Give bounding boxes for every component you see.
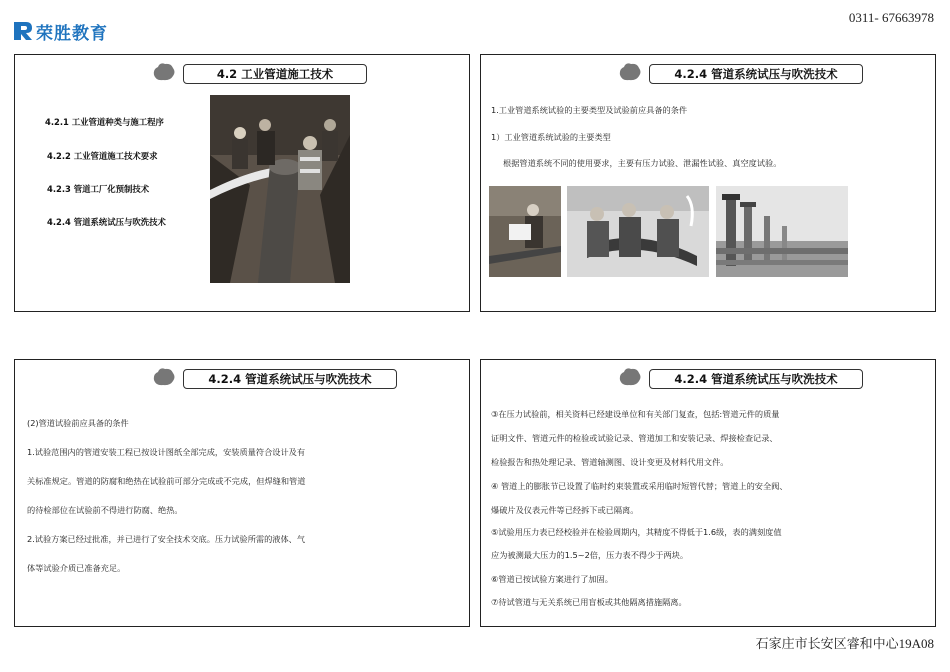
panel2-line-3: 根据管道系统不同的使用要求，主要有压力试验、泄漏性试验、真空度试验。	[503, 158, 782, 168]
toc-item-424: 4.2.4 管道系统试压与吹洗技术	[47, 217, 166, 227]
panel2-title: 4.2.4 管道系统试压与吹洗技术	[649, 64, 863, 84]
toc-item-421: 4.2.1 工业管道种类与施工程序	[45, 117, 164, 127]
slide-panel-1	[14, 54, 470, 312]
map-blob-icon	[617, 61, 643, 83]
toc-item-422: 4.2.2 工业管道施工技术要求	[47, 151, 158, 161]
pipeline-trench-photo	[210, 95, 350, 283]
panel4-line-1: ③在压力试验前，相关资料已经建设单位和有关部门复查，包括:管道元件的质量	[491, 409, 780, 419]
panel4-line-4: ④ 管道上的膨胀节已设置了临时约束装置或采用临时短管代替；管道上的安全阀、	[491, 481, 788, 491]
pressure-test-photo-1	[489, 186, 561, 277]
brand-logo	[12, 20, 108, 42]
panel4-line-2: 证明文件、管道元件的检验或试验记录、管道加工和安装记录、焊接检查记录、	[491, 433, 778, 443]
panel3-line-3: 关标准规定。管道的防腐和绝热在试验前可部分完成或不完成，但焊缝和管道	[27, 476, 306, 486]
panel4-line-9: ⑦待试管道与无关系统已用盲板或其他隔离措施隔离。	[491, 597, 687, 607]
logo-r-icon	[12, 20, 34, 42]
pipeline-valves-photo	[716, 186, 848, 277]
map-blob-icon	[151, 61, 177, 83]
phone-number: 0311- 67663978	[848, 10, 934, 25]
panel3-line-5: 2.试验方案已经过批准，并已进行了安全技术交底。压力试验所需的液体、气	[27, 534, 306, 544]
panel3-line-6: 体等试验介质已准备充足。	[27, 563, 126, 573]
map-blob-icon	[617, 366, 643, 388]
panel3-line-1: (2)管道试验前应具备的条件	[27, 418, 129, 428]
panel4-title: 4.2.4 管道系统试压与吹洗技术	[649, 369, 863, 389]
panel4-line-7: 应为被测最大压力的1.5~2倍，压力表不得少于两块。	[491, 550, 689, 560]
panel4-line-6: ⑤试验用压力表已经校验并在检验周期内，其精度不得低于1.6级，表的满刻度值	[491, 527, 782, 537]
pressure-test-photo-2	[567, 186, 709, 277]
slide-panel-2	[480, 54, 936, 312]
toc-item-423: 4.2.3 管道工厂化预制技术	[47, 184, 150, 194]
panel2-line-2: 1）工业管道系统试验的主要类型	[491, 132, 611, 142]
slide-panel-3	[14, 359, 470, 627]
panel4-line-3: 检验报告和热处理记录、管道轴测图、设计变更及材料代用文件。	[491, 457, 729, 467]
panel4-line-8: ⑥管道已按试验方案进行了加固。	[491, 574, 613, 584]
panel3-line-2: 1.试验范围内的管道安装工程已按设计图纸全部完成，安装质量符合设计及有	[27, 447, 306, 457]
logo-text: 荣胜教育	[36, 23, 108, 44]
slide-panel-4	[480, 359, 936, 627]
panel1-title: 4.2 工业管道施工技术	[183, 64, 367, 84]
map-blob-icon	[151, 366, 177, 388]
panel3-title: 4.2.4 管道系统试压与吹洗技术	[183, 369, 397, 389]
panel2-line-1: 1.工业管道系统试验的主要类型及试验前应具备的条件	[491, 105, 688, 115]
panel4-line-5: 爆破片及仪表元件等已经拆下或已隔离。	[491, 505, 639, 515]
footer-address: 石家庄市长安区睿和中心19A08	[755, 636, 934, 651]
panel3-line-4: 的待检部位在试验前不得进行防腐、绝热。	[27, 505, 183, 515]
